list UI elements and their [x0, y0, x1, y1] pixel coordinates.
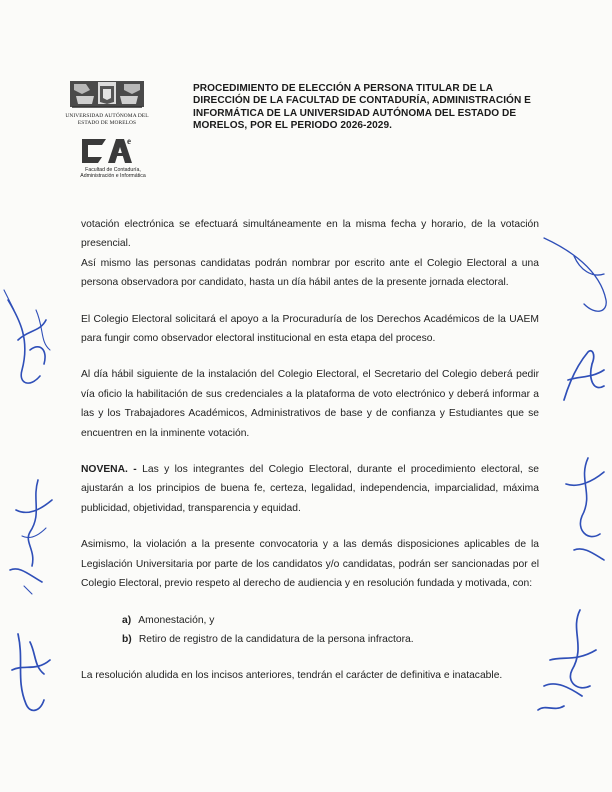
sanctions-list — [81, 611, 539, 650]
document-title: PROCEDIMIENTO DE ELECCIÓN A PERSONA TITULAR DE LA DIRECCIÓN DE LA FACULTAD DE CONTADURÍA, ADMINISTRACIÓN E INFORMÁTICA DE LA UNIVERSIDAD AUTÓNOMA DEL ESTADO DE MORELOS, POR EL PERIODO 2026-2029. — [193, 83, 531, 132]
university-name — [52, 113, 162, 126]
signature-right-3 — [548, 450, 612, 570]
signature-left-1 — [0, 280, 60, 400]
paragraph-resolution: La resolución aludida en los incisos anteriores, tendrán el carácter de definitiva e inatacable. — [81, 670, 503, 682]
clause-text-novena: Las y los integrantes del Colegio Electoral, durante el procedimiento electoral, se ajustarán a los principios de buena fe, certeza, legalidad, independencia, imparcialidad, máxima publicidad, objetividad, transparencia y equidad. — [81, 464, 539, 514]
signature-left-3 — [4, 620, 60, 730]
list-item-marker: b) — [122, 633, 132, 645]
faculty-logo — [78, 135, 136, 165]
paragraph-novena — [81, 460, 539, 518]
paragraph-sanctions: Asimismo, la violación a la presente convocatoria y a las demás disposiciones aplicables de la Legislación Universitaria por parte de los candidatos y/o candidatas, podrán ser sancionadas por el Colegio Electoral, previo respeto al derecho de audiencia y en resolución fundada y motivada, con: — [81, 539, 539, 590]
paragraph-credentials: Al día hábil siguiente de la instalación del Colegio Electoral, el Secretario del Colegio deberá pedir vía oficio la habilitación de sus credenciales a la plataforma de voto electrónico y deberá informar a las y los Trabajadores Académicos, Administrativos de base y de confianza y Estudiantes que se encuentren en la inminente votación. — [81, 369, 539, 439]
faculty-logo-sup: e — [127, 136, 131, 147]
signature-left-2 — [2, 470, 60, 600]
list-item — [122, 630, 539, 649]
paragraph-observers: Así mismo las personas candidatas podrán nombrar por escrito ante el Colegio Electoral a una persona observadora por candidato, hasta un día hábil antes de la presente jornada electoral. — [81, 257, 539, 289]
header-logo-block — [52, 78, 162, 180]
list-item-text: Retiro de registro de la candidatura de la persona infractora. — [138, 633, 414, 645]
paragraph-procuraduria: El Colegio Electoral solicitará el apoyo a la Procuraduría de los Derechos Académicos de la UAEM para fungir como observador electoral institucional en esta etapa del proceso. — [81, 313, 539, 345]
university-name-line1: UNIVERSIDAD AUTÓNOMA DEL — [65, 113, 149, 119]
university-name-line2: ESTADO DE MORELOS — [77, 119, 137, 126]
list-item-marker: a) — [122, 614, 132, 626]
faculty-name-line1: Facultad de Contaduría, — [85, 167, 141, 174]
university-crest-logo — [68, 78, 146, 110]
faculty-name-line2: Administración e Informática — [80, 173, 146, 180]
paragraph-electronic-vote: votación electrónica se efectuará simultáneamente en la misma fecha y horario, de la votación presencial. — [81, 219, 539, 250]
signature-right-4 — [530, 600, 612, 720]
signature-right-2 — [554, 340, 612, 420]
signature-right-1 — [540, 230, 612, 330]
list-item — [122, 611, 539, 630]
clause-label-novena: NOVENA. - — [81, 464, 137, 476]
document-body — [81, 215, 539, 686]
list-item-text: Amonestación, y — [138, 614, 215, 626]
faculty-name — [52, 167, 162, 179]
